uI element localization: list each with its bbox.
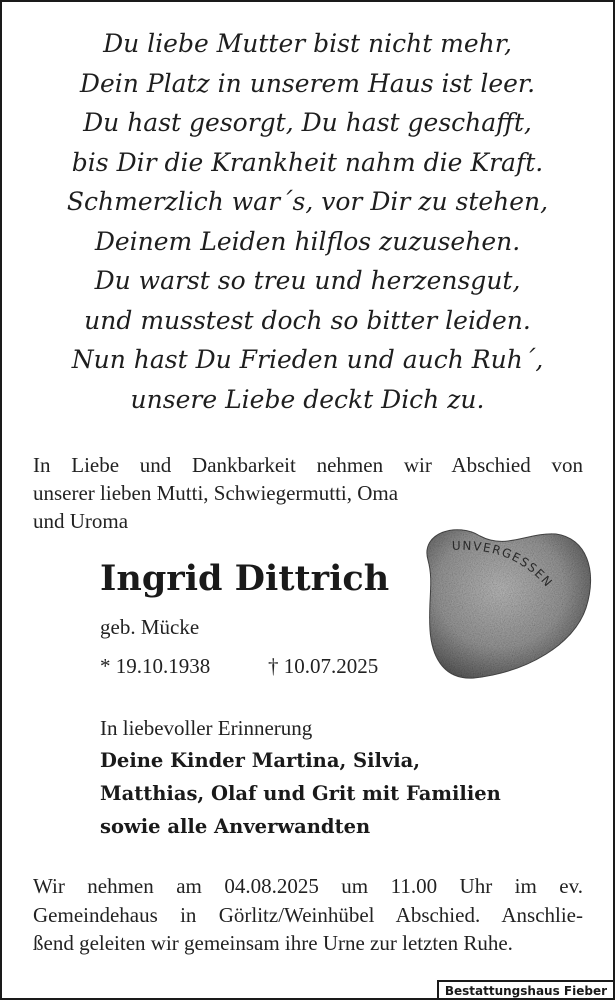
- funeral-notice: [33, 872, 583, 958]
- notice-line: Gemeindehaus in Görlitz/Weinhübel Abschied. Anschlie-: [33, 902, 583, 927]
- poem-line: Deinem Leiden hilflos zuzusehen.: [94, 226, 521, 256]
- notice-line: ßend geleiten wir gemeinsam ihre Urne zur letzten Ruhe.: [33, 931, 513, 955]
- maiden-name: geb. Mücke: [100, 615, 200, 639]
- family-line: Deine Kinder Martina, Silvia,: [100, 749, 421, 772]
- poem-line: Nun hast Du Frieden und auch Ruh´,: [71, 345, 544, 374]
- poem-line: Du warst so treu und herzensgut,: [94, 266, 521, 295]
- birth-date: * 19.10.1938: [100, 654, 211, 678]
- poem-line: und musstest doch so bitter leiden.: [84, 305, 531, 335]
- poem-line: bis Dir die Krankheit nahm die Kraft.: [71, 147, 544, 177]
- poem-line: Du liebe Mutter bist nicht mehr,: [103, 29, 512, 58]
- heart-stone-text: UNVERGESSEN: [451, 538, 556, 591]
- poem-line: Schmerzlich war´s, vor Dir zu stehen,: [66, 187, 549, 216]
- family-line: Matthias, Olaf und Grit mit Familien: [100, 782, 501, 805]
- heart-stone-icon: [418, 520, 596, 680]
- notice-line: Wir nehmen am 04.08.2025 um 11.00 Uhr im ev.: [33, 874, 583, 898]
- poem-line: Dein Platz in unserem Haus ist leer.: [79, 68, 536, 98]
- intro-line: unserer lieben Mutti, Schwiegermutti, Oma: [33, 481, 399, 505]
- family-line: sowie alle Anverwandten: [100, 815, 371, 838]
- deceased-name: Ingrid Dittrich: [100, 558, 390, 599]
- intro-line: und Uroma: [33, 509, 129, 533]
- poem-line: Du hast gesorgt, Du hast geschafft,: [83, 108, 532, 137]
- poem-line: unsere Liebe deckt Dich zu.: [130, 384, 485, 414]
- family-list: [100, 744, 501, 843]
- poem: [0, 24, 615, 419]
- undertaker-label: Bestattungshaus Fieber: [437, 980, 613, 998]
- intro-line: In Liebe und Dankbarkeit nehmen wir Abschied von: [33, 453, 583, 477]
- death-date: † 10.07.2025: [268, 654, 379, 678]
- memory-line: In liebevoller Erinnerung: [100, 716, 313, 740]
